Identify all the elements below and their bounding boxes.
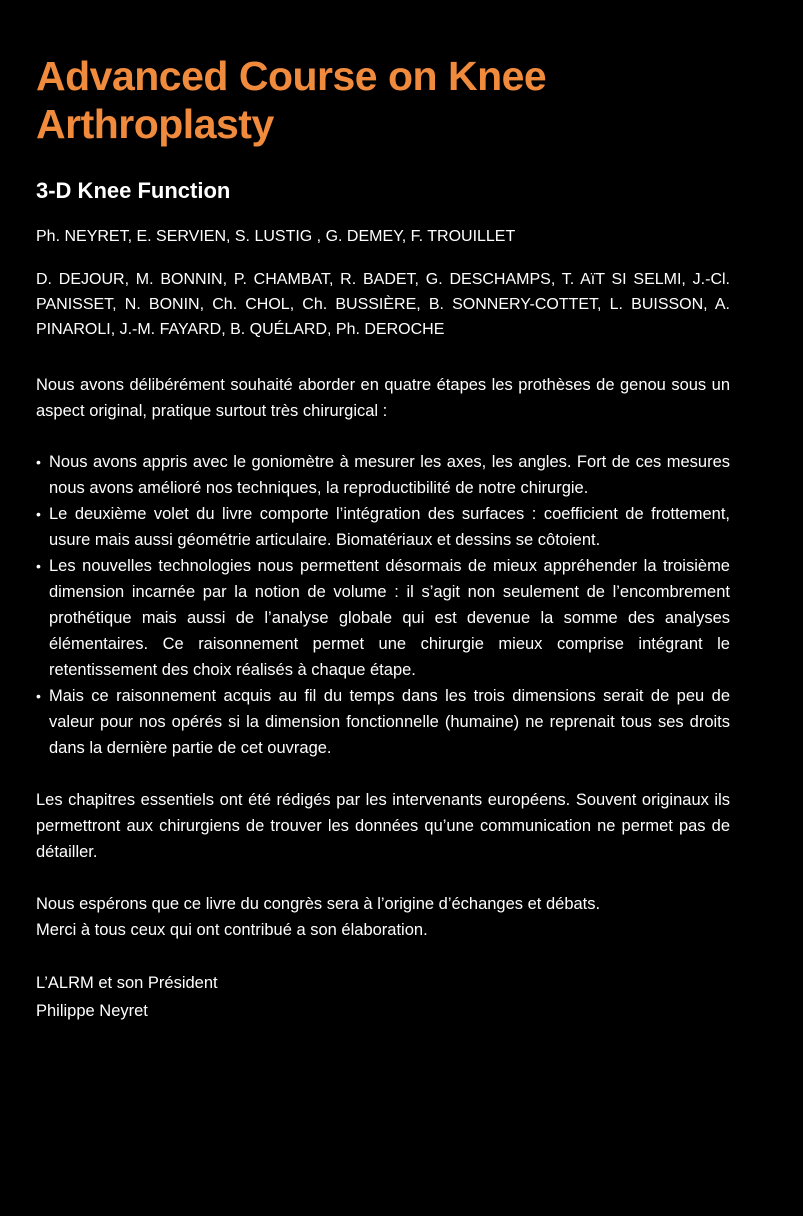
closing-line: Nous espérons que ce livre du congrès sera à l’origine d’échanges et débats.	[36, 895, 601, 913]
list-item-text: Le deuxième volet du livre comporte l’intégration des surfaces : coefficient de frottement, usure mais aussi géométrie articulaire. Biomatériaux et dessins se côtoient.	[49, 505, 730, 549]
list-item-text: Nous avons appris avec le goniomètre à mesurer les axes, les angles. Fort de ces mesures nous avons amélioré nos techniques, la reproductibilité de notre chirurgie.	[49, 453, 730, 497]
list-item-text: Les nouvelles technologies nous permettent désormais de mieux appréhender la troisième dimension incarnée par la notion de volume : il s’agit non seulement de l’encombrement prothétique mais aussi de l’analyse globale qui est devenue la somme des analyses élémentaires. Ce raisonnement permet une chirurgie mieux comprise intégrant le retentissement des choix réalisés à chaque étape.	[49, 557, 730, 679]
closing-line: Merci à tous ceux qui ont contribué a son élaboration.	[36, 921, 428, 939]
bullet-icon: •	[36, 558, 41, 574]
bullet-icon: •	[36, 454, 41, 470]
bullet-icon: •	[36, 506, 41, 522]
main-authors: Ph. NEYRET, E. SERVIEN, S. LUSTIG , G. DEMEY, F. TROUILLET	[36, 228, 516, 245]
book-subtitle: 3-D Knee Function	[36, 178, 231, 203]
list-item	[36, 501, 730, 553]
list-item	[36, 449, 730, 501]
closing-paragraph	[36, 891, 730, 943]
list-item	[36, 553, 730, 683]
chapters-paragraph: Les chapitres essentiels ont été rédigés par les intervenants européens. Souvent originaux ils permettront aux chirurgiens de trouver les données qu’une communication ne permet pas de détailler.	[36, 791, 730, 861]
intro-paragraph: Nous avons délibérément souhaité aborder en quatre étapes les prothèses de genou sous un aspect original, pratique surtout très chirurgical :	[36, 376, 730, 420]
contributing-authors: D. DEJOUR, M. BONNIN, P. CHAMBAT, R. BADET, G. DESCHAMPS, T. AïT SI SELMI, J.-Cl. PANISSET, N. BONIN, Ch. CHOL, Ch. BUSSIÈRE, B. SONNERY-COTTET, L. BUISSON, A. PINAROLI, J.-M. FAYARD, B. QUÉLARD, Ph. DEROCHE	[36, 271, 730, 338]
signature-organization: L’ALRM et son Président	[36, 974, 218, 992]
signature-name: Philippe Neyret	[36, 1002, 148, 1020]
back-cover-page	[36, 52, 730, 1025]
signature	[36, 969, 730, 1025]
list-item	[36, 683, 730, 761]
bullet-list	[36, 449, 730, 761]
bullet-icon: •	[36, 688, 41, 704]
list-item-text: Mais ce raisonnement acquis au fil du temps dans les trois dimensions serait de peu de valeur pour nos opérés si la dimension fonctionnelle (humaine) ne reprenait tous ses droits dans la dernière partie de cet ouvrage.	[49, 687, 730, 757]
book-title: Advanced Course on Knee Arthroplasty	[36, 53, 547, 147]
